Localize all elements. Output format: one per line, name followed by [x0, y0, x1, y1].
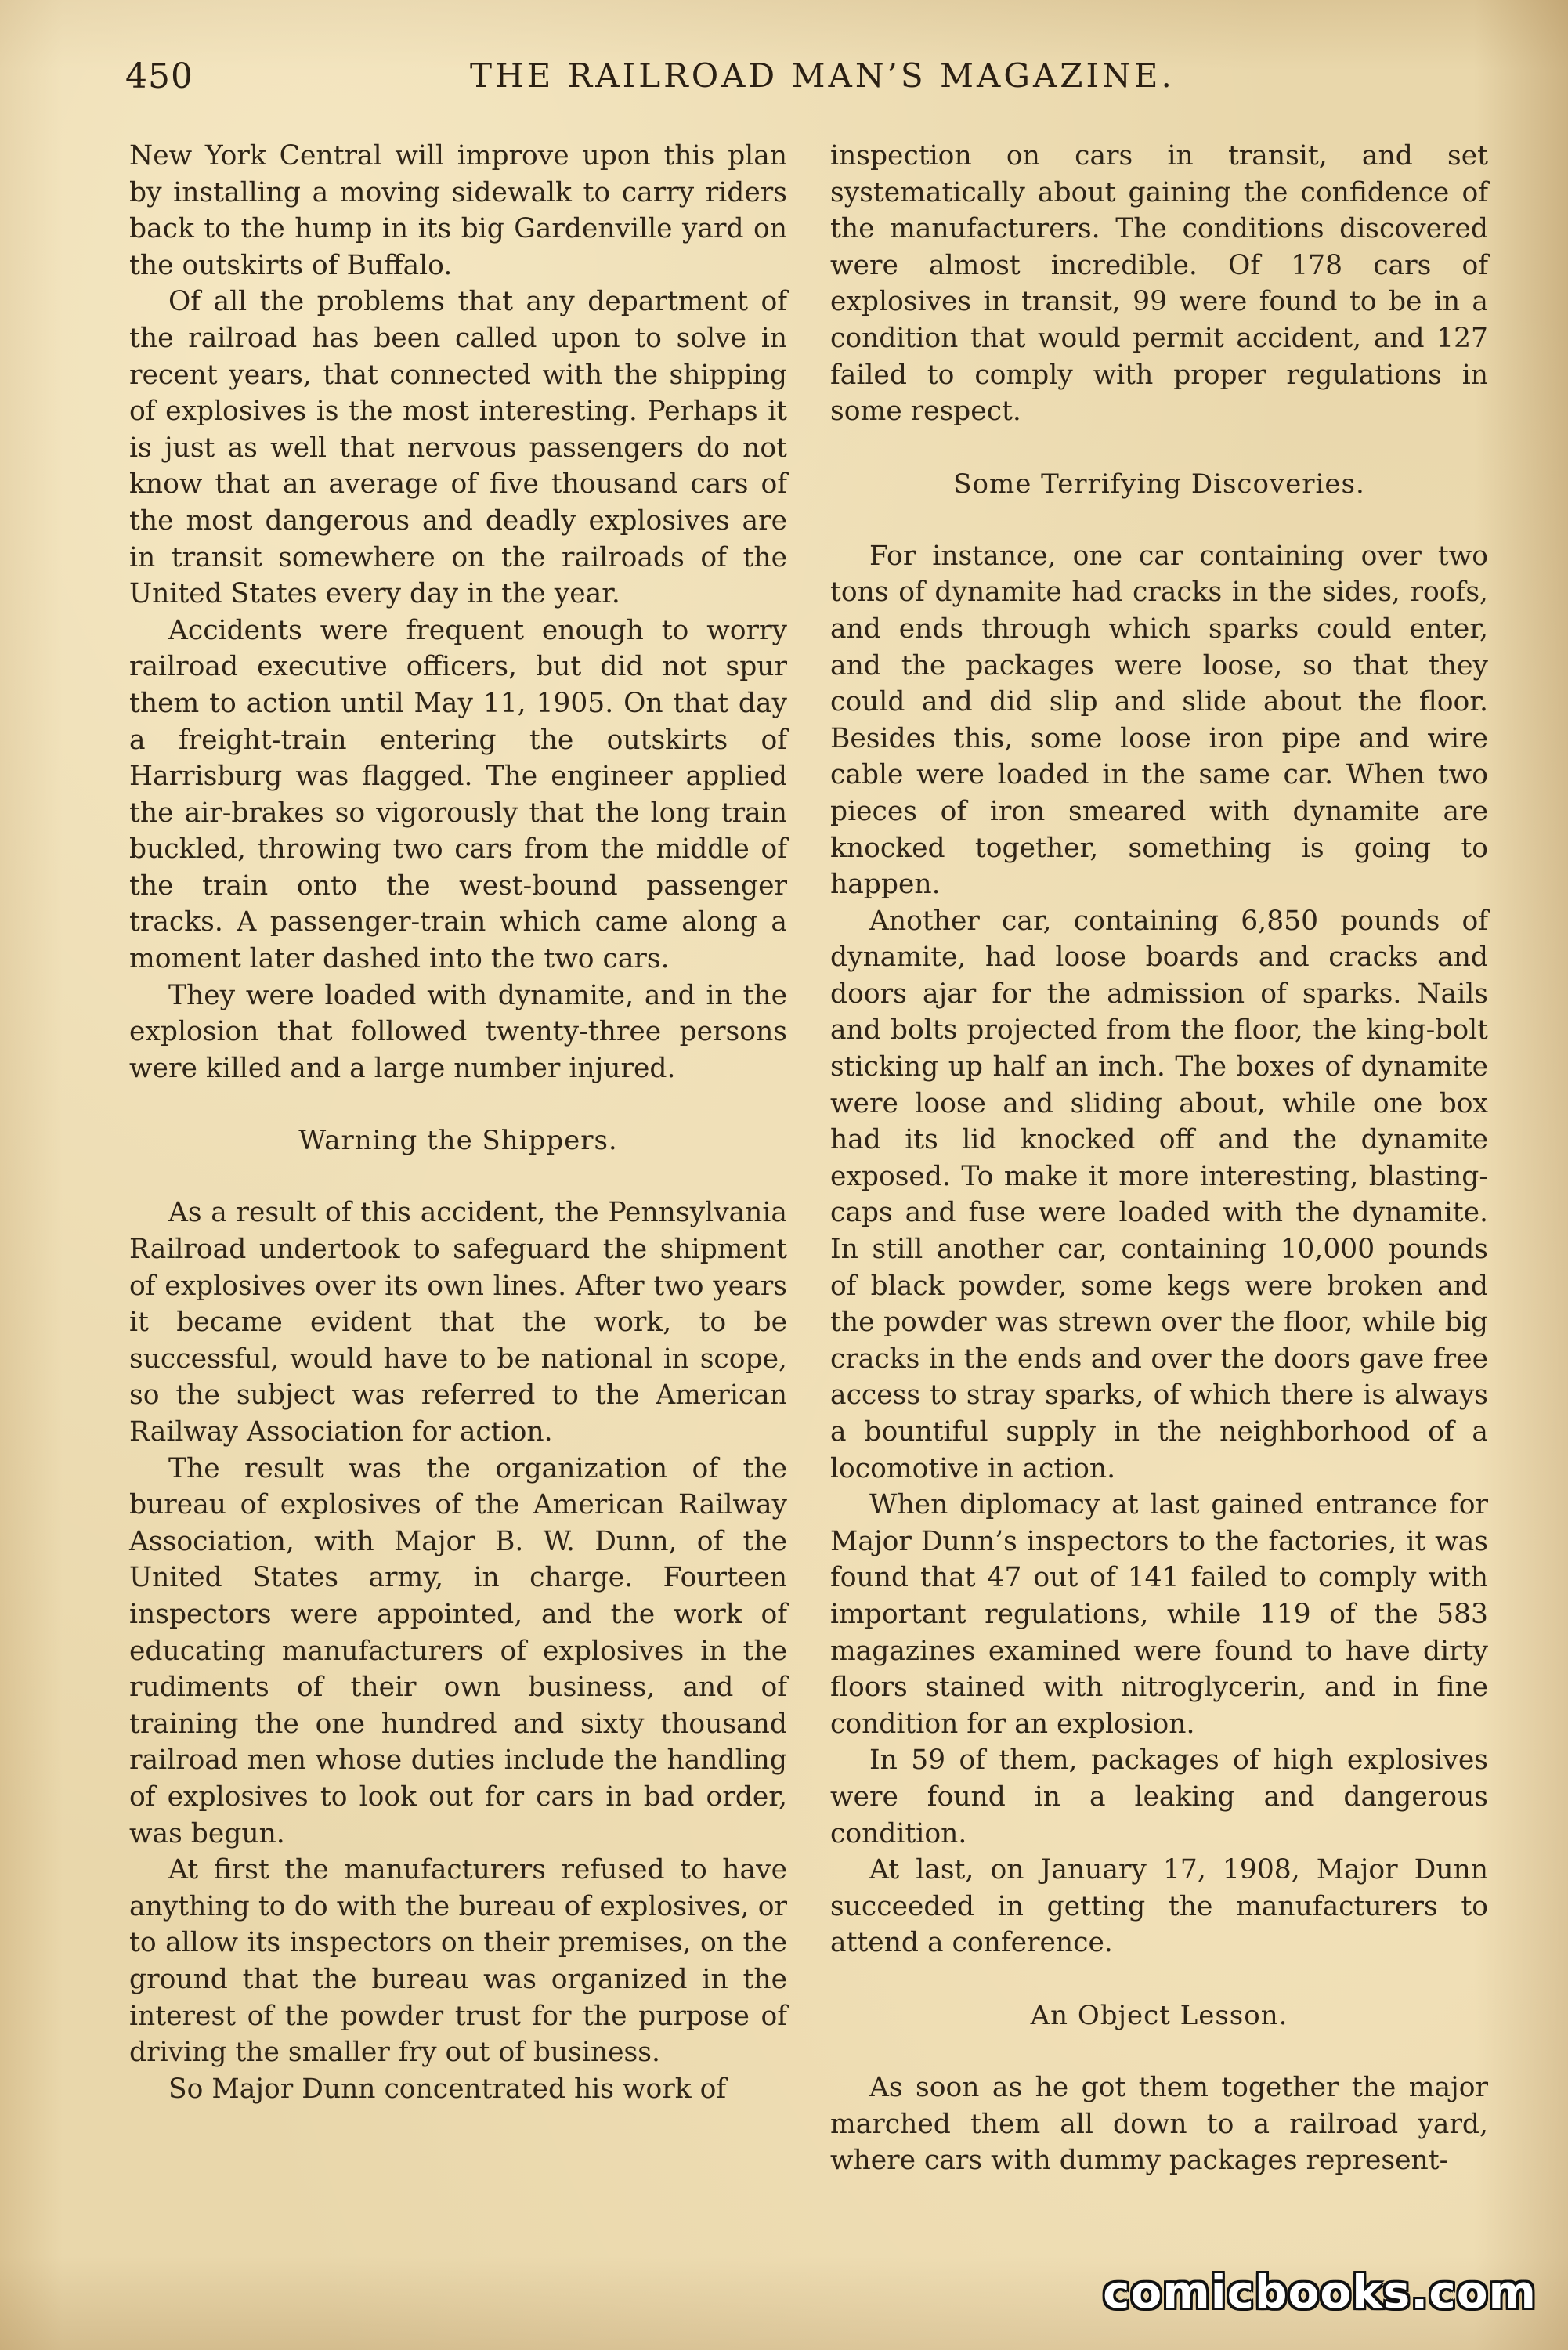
paragraph: At last, on January 17, 1908, Major Dunn succeeded in getting the manufacturers to attend a conference.: [830, 1854, 1488, 1959]
paragraph: Another car, containing 6,850 pounds of dynamite, had loose boards and cracks and doors ajar for the admission of sparks. Nails and bolts projected from the floor, the king-bolt sticking up half an inch. The boxes of dynamite were loose and sliding about, while one box had its lid knocked off and the dynamite exposed. To make it more interesting, blasting-caps and fuse were loaded with the dynamite. In still another car, containing 10,000 pounds of black powder, some kegs were broken and the powder was strewn over the floor, while big cracks in the ends and over the doors gave free access to stray sparks, of which there is always a bountiful supply in the neighborhood of a locomotive in action.: [830, 905, 1488, 1484]
paragraph: inspection on cars in transit, and set systematically about gaining the confidence of the manufacturers. The conditions discovered were almost incredible. Of 178 cars of explosives in transit, 99 were found to be in a condition that would permit accident, and 127 failed to comply with proper regulations in some respect.: [830, 140, 1488, 428]
paragraph: When diplomacy at last gained entrance for Major Dunn’s inspectors to the factories, it was found that 47 out of 141 failed to comply with important regulations, while 119 of the 583 magazines examined were found to have dirty floors stained with nitroglycerin, and in fine condition for an explosion.: [830, 1489, 1488, 1740]
site-watermark: comicbooks.com: [1103, 2265, 1537, 2319]
paragraph: As a result of this accident, the Pennsylvania Railroad undertook to safeguard the shipment of explosives over its own lines. After two years it became evident that the work, to be successful, would have to be national in scope, so the subject was referred to the American Railway Association for action.: [129, 1197, 787, 1448]
page-number: 450: [125, 56, 193, 96]
running-head: [125, 56, 1488, 103]
paragraph: As soon as he got them together the major marched them all down to a railroad yard, where cars with dummy packages represent-: [830, 2071, 1488, 2177]
right-column: [830, 138, 1488, 2179]
left-column: [129, 138, 787, 2107]
paragraph: Of all the problems that any department of the railroad has been called upon to solve in recent years, that connected with the shipping of explosives is the most interesting. Perhaps it is just as well that nervous passengers do not know that an average of five thousand cars of the most dangerous and deadly explosives are in transit somewhere on the railroads of the United States every day in the year.: [129, 286, 787, 610]
section-heading-warning-the-shippers: Warning the Shippers.: [298, 1125, 618, 1157]
paragraph: In 59 of them, packages of high explosives were found in a leaking and dangerous condition.: [830, 1744, 1488, 1849]
paragraph: They were loaded with dynamite, and in the explosion that followed twenty-three persons were killed and a large number injured.: [129, 979, 787, 1084]
magazine-title: THE RAILROAD MAN’S MAGAZINE.: [470, 56, 1175, 95]
section-heading-an-object-lesson: An Object Lesson.: [1030, 1999, 1288, 2031]
section-heading-some-terrifying-discoveries: Some Terrifying Discoveries.: [953, 468, 1365, 500]
paragraph: For instance, one car containing over two tons of dynamite had cracks in the sides, roofs, and ends through which sparks could enter, and the packages were loose, so that they could and did slip and slide about the floor. Besides this, some loose iron pipe and wire cable were loaded in the same car. When two pieces of iron smeared with dynamite are knocked together, something is going to happen.: [830, 540, 1488, 901]
paragraph: So Major Dunn concentrated his work of: [168, 2073, 727, 2105]
paragraph: Accidents were frequent enough to worry railroad executive officers, but did not spur them to action until May 11, 1905. On that day a freight-train entering the outskirts of Harrisburg was flagged. The engineer applied the air-brakes so vigorously that the long train buckled, throwing two cars from the middle of the train onto the west-bound passenger tracks. A passenger-train which came along a moment later dashed into the two cars.: [129, 614, 787, 975]
paragraph: New York Central will improve upon this plan by installing a moving sidewalk to carry riders back to the hump in its big Gardenville yard on the outskirts of Buffalo.: [129, 140, 787, 281]
paragraph: At first the manufacturers refused to have anything to do with the bureau of explosives, or to allow its inspectors on their premises, on the ground that the bureau was organized in the interest of the powder trust for the purpose of driving the smaller fry out of business.: [129, 1854, 787, 2069]
paragraph: The result was the organization of the bureau of explosives of the American Railway Association, with Major B. W. Dunn, of the United States army, in charge. Fourteen inspectors were appointed, and the work of educating manufacturers of explosives in the rudiments of their own business, and of training the one hundred and sixty thousand railroad men whose duties include the handling of explosives to look out for cars in bad order, was begun.: [129, 1452, 787, 1849]
